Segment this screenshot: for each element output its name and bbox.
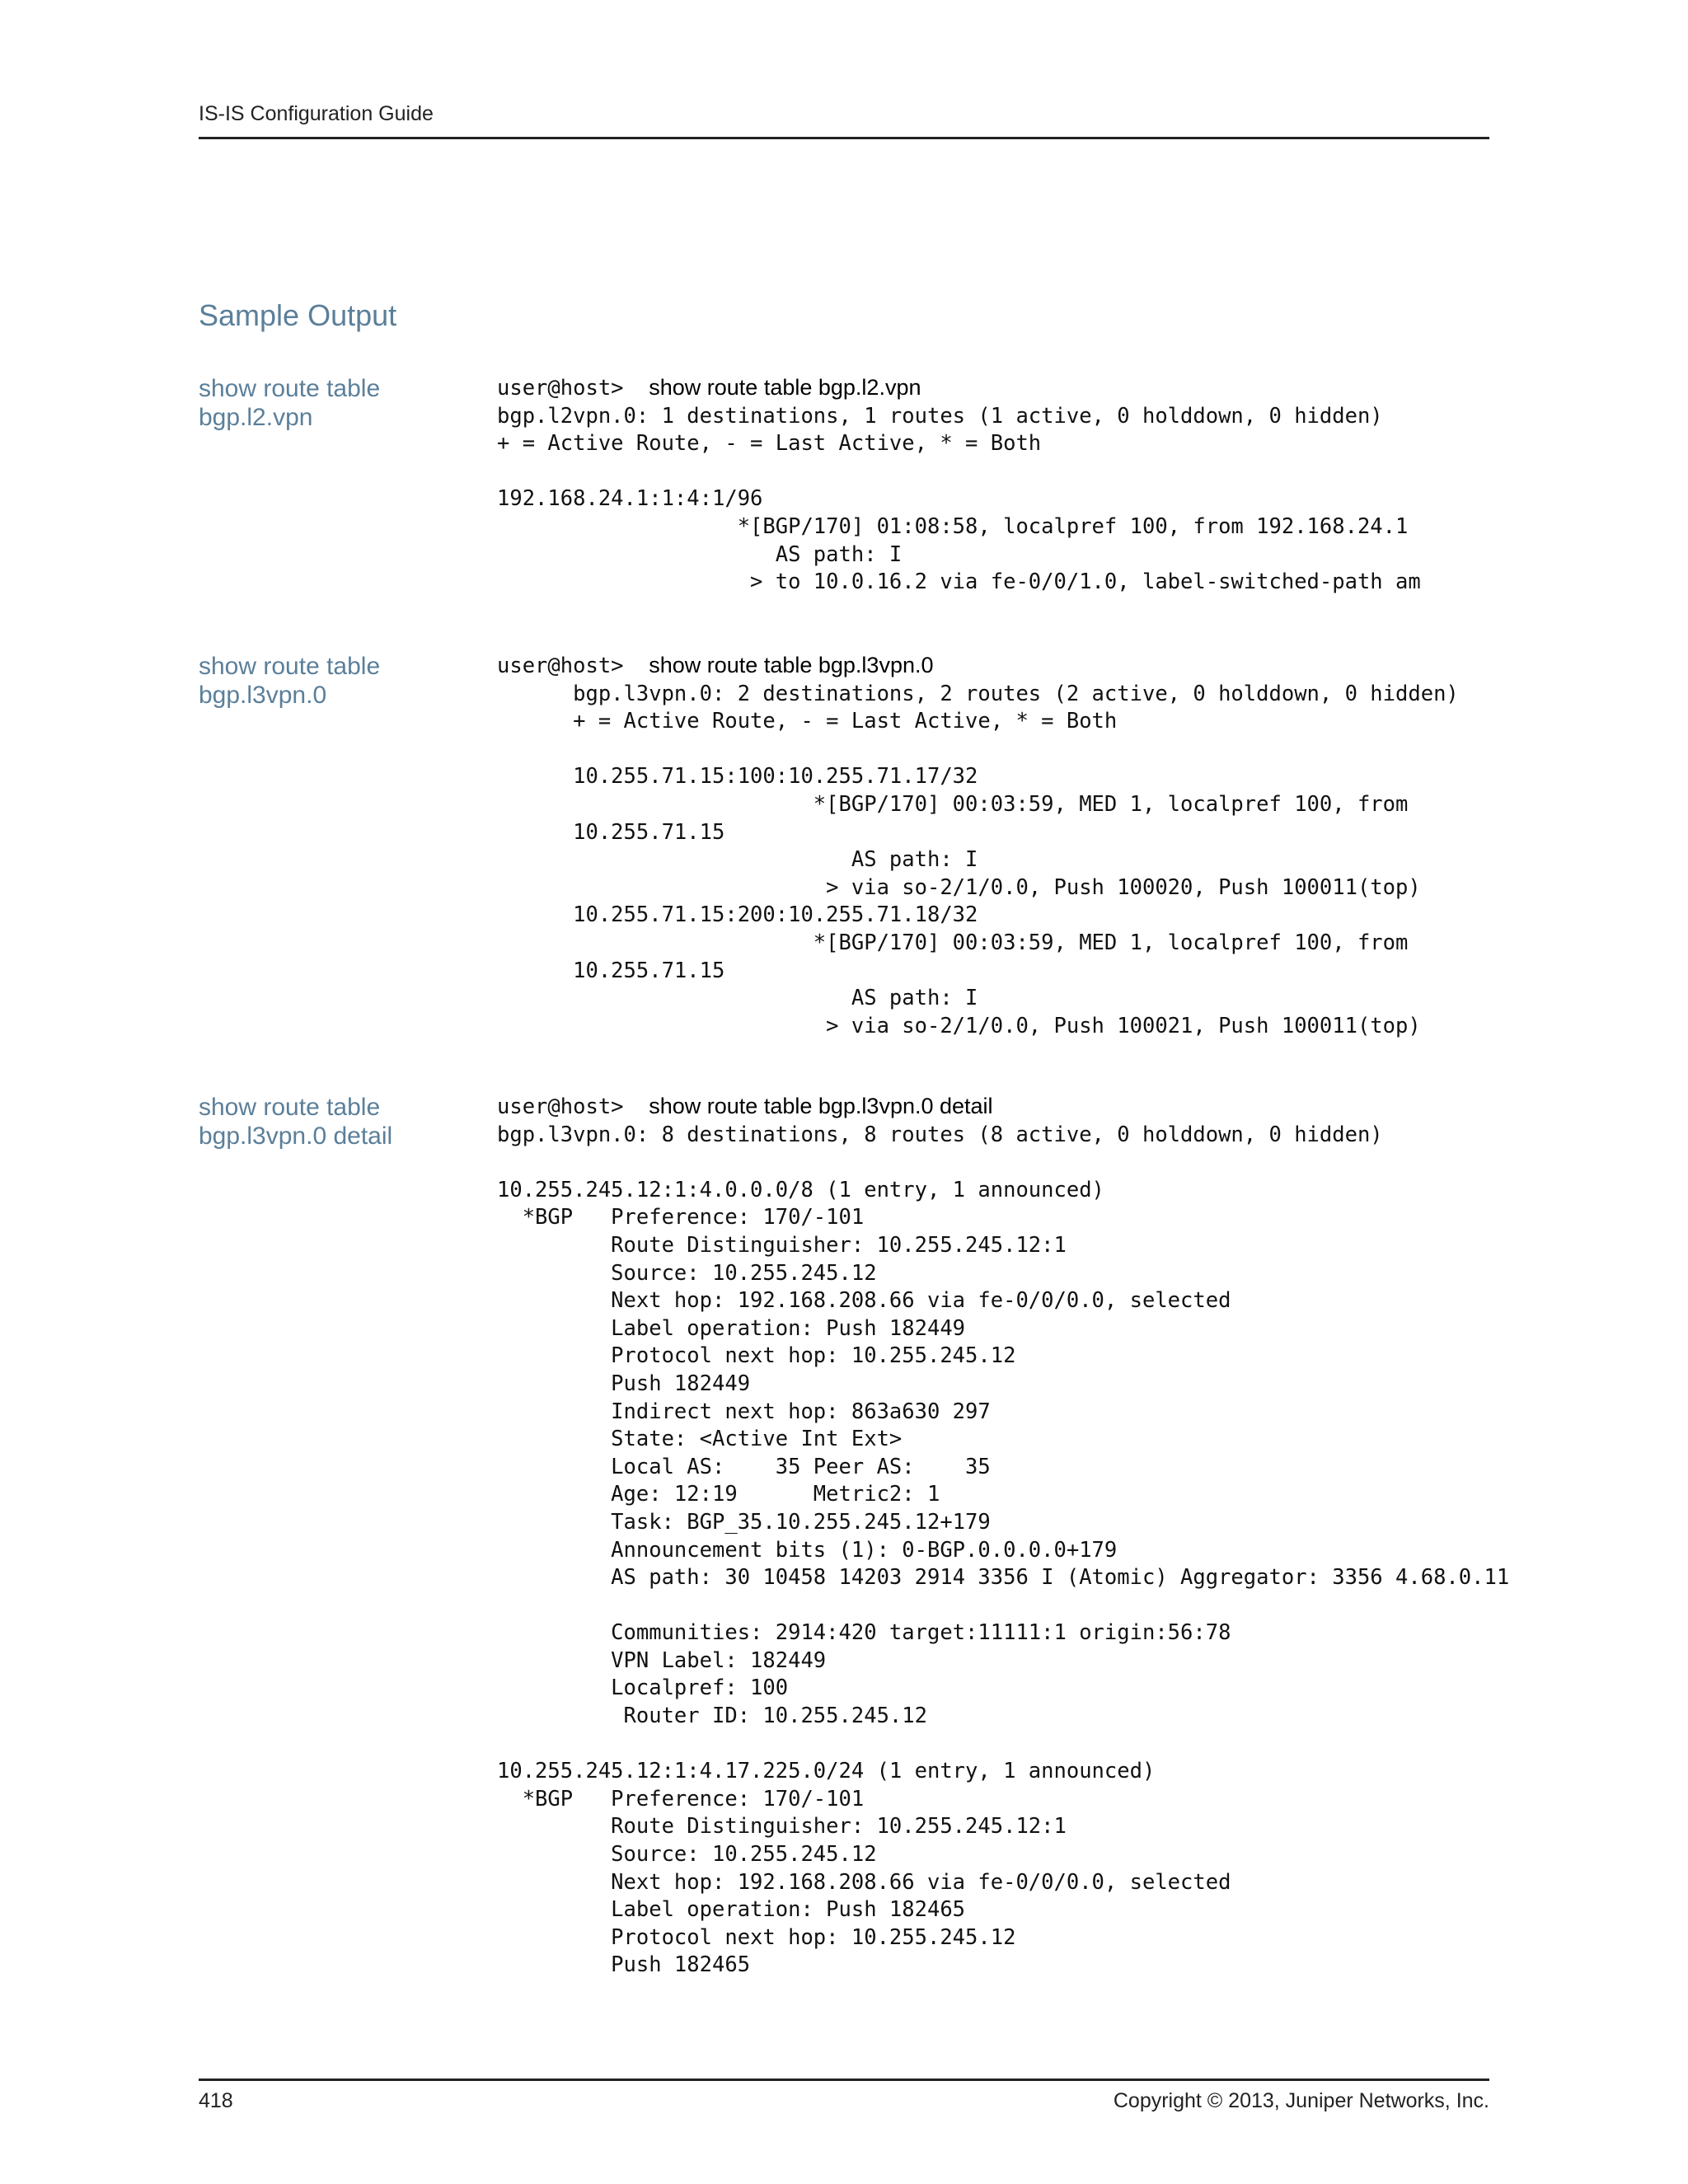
example-block-l3vpn	[199, 652, 1489, 1047]
example-label	[199, 374, 479, 432]
cli-output-text: bgp.l3vpn.0: 2 destinations, 2 routes (2 active, 0 holddown, 0 hidden) + = Active Route, - = Last Active, * = Both 10.255.71.15:100:10.255.71.17/32 *[BGP/170] 00:03:59, MED 1, localpref 100, from 10.255.71.15 AS path: I > via so-2/1/0.0, Push 100020, Push 100011(top) 10.255.71.15:200:10.255.71.18/32 *[BGP/170] 00:03:59, MED 1, localpref 100, from 10.255.71.15 AS path: I > via so-2/1/0.0, Push 100021, Push 100011(top)	[573, 681, 1459, 1038]
example-label-line1: show route table	[199, 375, 381, 402]
section-title: Sample Output	[199, 298, 397, 332]
cli-output	[497, 374, 1489, 597]
cli-prompt: user@host>	[497, 1094, 624, 1119]
cli-prompt: user@host>	[497, 654, 624, 678]
cli-command: show route table bgp.l3vpn.0	[649, 653, 934, 677]
example-label-line1: show route table	[199, 653, 381, 680]
cli-output	[497, 1093, 1510, 1980]
document-title: IS-IS Configuration Guide	[199, 102, 434, 125]
example-label-line2: bgp.l3vpn.0 detail	[199, 1122, 393, 1150]
cli-output	[497, 652, 1489, 1040]
example-label	[199, 652, 479, 710]
cli-output-text: bgp.l3vpn.0: 8 destinations, 8 routes (8 active, 0 holddown, 0 hidden) 10.255.245.12:1:4.0.0.0/8 (1 entry, 1 announced) *BGP Preference: 170/-101 Route Distinguisher: 10.255.245.12:1 Source: 10.255.245.12 Next hop: 192.168.208.66 via fe-0/0/0.0, selected Label operation: Push 182449 Protocol next hop: 10.255.245.12 Push 182449 Indirect next hop: 863a630 297 State: <Active Int Ext> Local AS: 35 Peer AS: 35 Age: 12:19 Metric2: 1 Task: BGP_35.10.255.245.12+179 Announcement bits (1): 0-BGP.0.0.0.0+179 AS path: 30 10458 14203 2914 3356 I (Atomic) Aggregator: 3356 4.68.0.11 Communities: 2914:420 target:11111:1 origin:56:78 VPN Label: 182449 Localpref: 100 Router ID: 10.255.245.12 10.255.245.12:1:4.17.225.0/24 (1 entry, 1 announced) *BGP Preference: 170/-101 Route Distinguisher: 10.255.245.12:1 Source: 10.255.245.12 Next hop: 192.168.208.66 via fe-0/0/0.0, selected Label operation: Push 182465 Protocol next hop: 10.255.245.12 Push 182465	[497, 1122, 1510, 1978]
cli-output-text: bgp.l2vpn.0: 1 destinations, 1 routes (1 active, 0 holddown, 0 hidden) + = Active Route, - = Last Active, * = Both 192.168.24.1:1:4:1/96 *[BGP/170] 01:08:58, localpref 100, from 192.168.24.1 AS path: I > to 10.0.16.2 via fe-0/0/1.0, label-switched-path am	[497, 403, 1421, 595]
page-number: 418	[199, 2089, 233, 2112]
example-label-line2: bgp.l3vpn.0	[199, 682, 327, 709]
cli-prompt: user@host>	[497, 376, 624, 401]
copyright-notice: Copyright © 2013, Juniper Networks, Inc.	[1113, 2089, 1489, 2112]
example-label-line1: show route table	[199, 1094, 381, 1121]
example-block-l2vpn	[199, 374, 1489, 621]
page-header	[199, 101, 1489, 139]
page-footer	[199, 2079, 1489, 2114]
cli-command: show route table bgp.l3vpn.0 detail	[649, 1094, 993, 1118]
example-label	[199, 1093, 479, 1151]
example-label-line2: bgp.l2.vpn	[199, 404, 313, 431]
example-block-l3vpn-detail	[199, 1093, 1510, 1991]
cli-command: show route table bgp.l2.vpn	[649, 375, 921, 400]
